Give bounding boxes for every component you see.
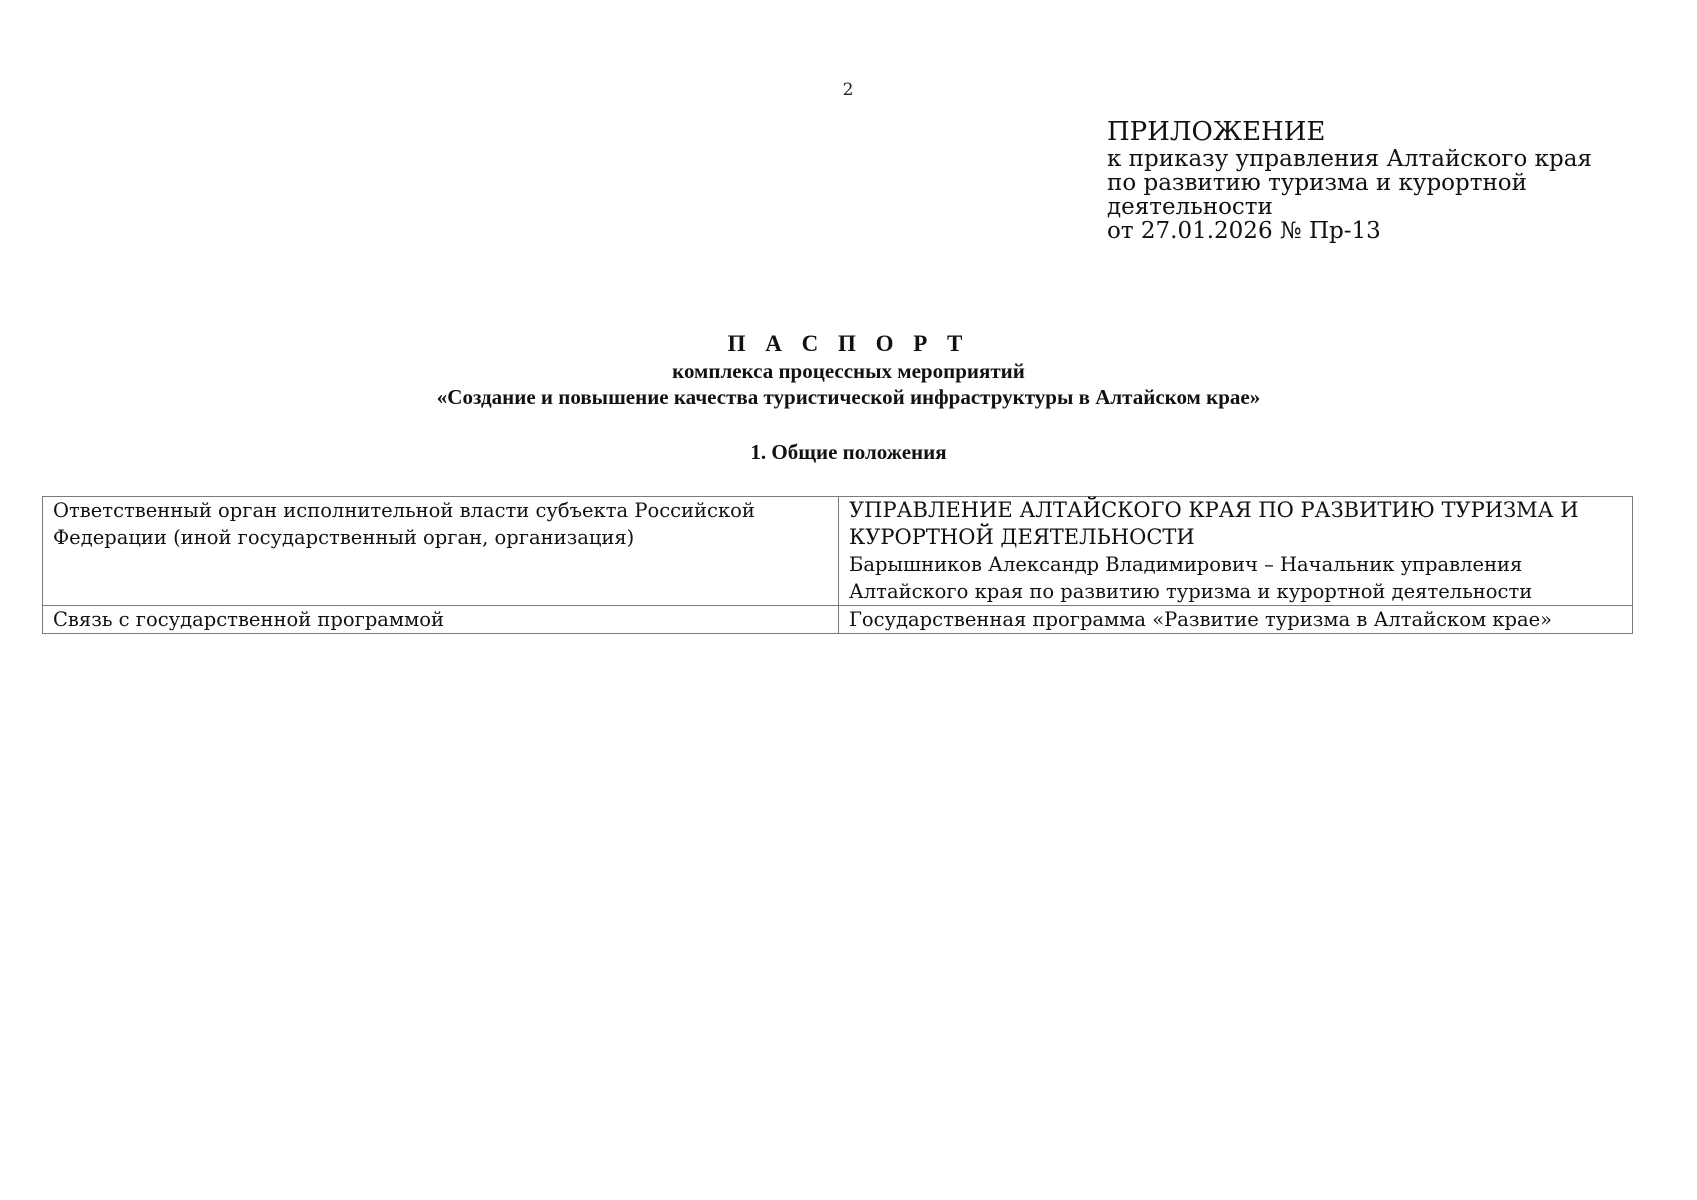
appendix-title: ПРИЛОЖЕНИЕ [1107, 117, 1326, 147]
row-value: Государственная программа «Развитие туризма в Алтайском крае» [839, 606, 1633, 634]
general-provisions-table [42, 496, 1633, 634]
row-label: Ответственный орган исполнительной власти субъекта Российской Федерации (иной государственный орган, организация) [43, 497, 839, 606]
appendix-line: к приказу управления Алтайского края [1107, 146, 1592, 172]
section-title: 1. Общие положения [750, 440, 947, 464]
responsible-person: Барышников Александр Владимирович – Начальник управления Алтайского края по развитию туризма и курортной деятельности [849, 553, 1533, 603]
passport-program-name: «Создание и повышение качества туристической инфраструктуры в Алтайском крае» [436, 385, 1261, 409]
row-label: Связь с государственной программой [43, 606, 839, 634]
appendix-line: по развитию туризма и курортной [1107, 170, 1527, 196]
table-row [43, 497, 1633, 606]
passport-heading [0, 330, 1697, 410]
passport-title: П А С П О Р Т [727, 331, 970, 356]
row-value [839, 497, 1633, 606]
responsible-organization: УПРАВЛЕНИЕ АЛТАЙСКОГО КРАЯ ПО РАЗВИТИЮ ТУРИЗМА И КУРОРТНОЙ ДЕЯТЕЛЬНОСТИ [849, 498, 1579, 549]
appendix-header [1107, 117, 1667, 243]
appendix-line: деятельности [1107, 194, 1273, 220]
table-row [43, 606, 1633, 634]
appendix-order-date-number: от 27.01.2026 № Пр-13 [1107, 218, 1381, 244]
passport-subtitle: комплекса процессных мероприятий [672, 359, 1025, 383]
page-number: 2 [842, 80, 854, 100]
